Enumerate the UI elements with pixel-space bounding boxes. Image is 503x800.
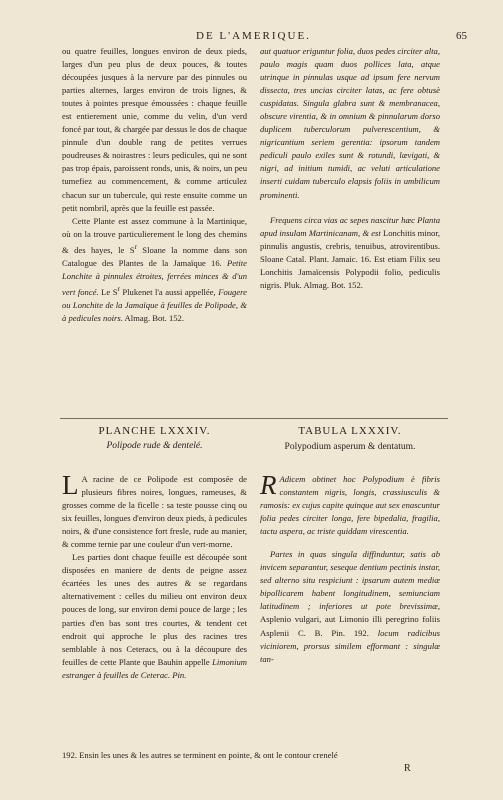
top-left-column (62, 45, 247, 325)
drop-cap: R (260, 470, 277, 500)
section-divider (60, 418, 448, 419)
text-run: A racine de ce Polipode est composée de plusieurs fibres noires, longues, rameuses, & grosses comme de la ficelle : sa teste pousse cinq ou six feuilles, longues d'environ deux pieds, à pedicules noirs, & d'une consistence fort fresle, rude au manier, & comme ternie par une couleur d'un vert-morne. (62, 474, 247, 550)
top-right-para-1: aut quatuor eriguntur folia, duos pedes circiter alta, paulo magis quam duos pollices lata, atque utrinque in pinnulas usque ad ipsum fere nervum dissecta, tres uncias circiter latas, ac fere obtusè cuspidatas. Singula glabra sunt & membranacea, obscure virentia, & in omnium & pinnularum dorso duplicem tuberculorum pulverescentium, & nigricantium seriem gerentia: ipsorum tandem pediculi paulo exiles sunt & rotundi, lævigati, & nigri, ad initium tumidi, ac veluti articulatione inserti cuidam tuberculo elapsis foliis in umbilicum prominenti. (260, 46, 440, 200)
bottom-left-para-1 (62, 470, 247, 551)
bottom-left-column (62, 470, 247, 682)
italic-run: Fougere ou Lonchite de la Jamaïque à feuilles de Polipode, & à pedicules noirs. (62, 286, 247, 323)
drop-cap: L (62, 470, 79, 500)
text-run: Adicem obtinet hoc Polypodium è fibris constantem nigris, longis, crassiusculis & ramosis: ex cujus capite quinque aut sex enascuntur folia pedes circiter longa, fere bipedalia, fragilia, tactu aspera, ac triste quiddam virescentia. (260, 474, 440, 537)
text-run: locum radicibus viciniorem, prorsus similem efformant : singulæ tan- (260, 627, 440, 664)
french-subtitle: Polipode rude & dentelé. (106, 441, 203, 451)
text-run: Sloane la nomme dans son Catalogue des Plantes de la Jamaïque 16. (62, 244, 247, 268)
roman-run: Lonchitis minor, pinnulis angustis, crebris, tenuibus, atrovirentibus. Sloane Catal. Plant. Jamaic. 16. Est etiam Filix seu Lonchitis Jamaïcensis Polypodii folio, pediculis nigris. Pluk. Almag. Bot. 152. (260, 227, 440, 290)
top-right-para-2 (260, 214, 440, 292)
top-right-column (260, 45, 440, 292)
roman-run: Asplenio vulgari, aut Limonio illi peregrino foliis Asplenii C. B. Pin. 192. (260, 614, 440, 638)
text-run: Les parties dont chaque feuille est découpée sont disposées en maniere de dents de peigne assez écartées les unes des autres & se regardans alternativement : celles du milieu ont environ deux pouces de long, sur environ demi pouce de large ; les parties d'en bas sont tres courtes, & tendent cet endroit qui approche le plus des racines tres semblable à nos Ceteracs, ou à la découpure des feuilles de cette Plante que Bauhin appelle (62, 552, 247, 667)
superscript: r (117, 284, 120, 293)
text-run: Frequens circa vias ac sepes nascitur hæc Planta apud insulam Martinicanam, & est (260, 214, 441, 238)
text-run: Partes in quas singula diffinduntur, satis ab invicem separantur, seseque dentium pectinis instar, sed alterno situ respiciunt : ipsarum autem mediæ bipollicarem habent longitudinem, semiunciam latitudinem ; inferiores ut pote brevissimæ, (260, 549, 440, 612)
text-run: Le S (98, 286, 118, 297)
bottom-left-para-2 (62, 551, 247, 681)
text-run: Almag. Bot. 152. (122, 312, 184, 323)
tabula-heading: TABULA LXXXIV. (298, 425, 402, 437)
top-left-para-1: ou quatre feuilles, longues environ de deux pieds, larges d'un peu plus de deux pouces, & toutes découpées jusques à la nervure par des pinnules ou parties alternes, larges environ de trois lignes, & toutes à pointes presque émoussées : chaque feuille est entierement unie, comme du velin, d'un verd foncé par tout, & chargée par dessus le dos de chaque pinnule d'un double rang de petites verrues poudreuses & noirastres : leurs pedicules, qui ne sont pas trop épais, paroissent ronds, unis, & noirs, un peu tumefiez au commencement, & comme articulez chacun sur un tubercule, qui reste ensuite comme un petit nombril, après que la feuille est passée. (62, 46, 247, 213)
text-run: Cette Plante est assez commune à la Martinique, où on la trouve particulierement le long des chemins & des hayes, le S (62, 215, 247, 255)
superscript: r (134, 242, 137, 251)
signature-mark: R (404, 763, 411, 774)
latin-subtitle: Polypodium asperum & dentatum. (284, 442, 416, 452)
top-left-para-2 (62, 215, 247, 325)
bottom-right-para-2 (260, 548, 440, 665)
italic-run: Petite Lonchite à pinnules étroites, ferrées minces & d'un vert foncé. (62, 257, 247, 297)
running-title: DE L'AMERIQUE. (196, 30, 311, 42)
text-run: Plukenet l'a aussi appellée, (119, 286, 219, 297)
page-number: 65 (456, 30, 467, 42)
bottom-right-column (260, 470, 440, 666)
full-width-last-line: 192. Ensin les unes & les autres se terminent en pointe, & ont le contour crenelé (62, 750, 338, 760)
bottom-right-para-1 (260, 470, 440, 538)
running-header (0, 30, 503, 46)
planche-heading: PLANCHE LXXXIV. (98, 425, 211, 437)
italic-run: Limonium estranger à feuilles de Ceterac. Pin. (62, 656, 247, 680)
